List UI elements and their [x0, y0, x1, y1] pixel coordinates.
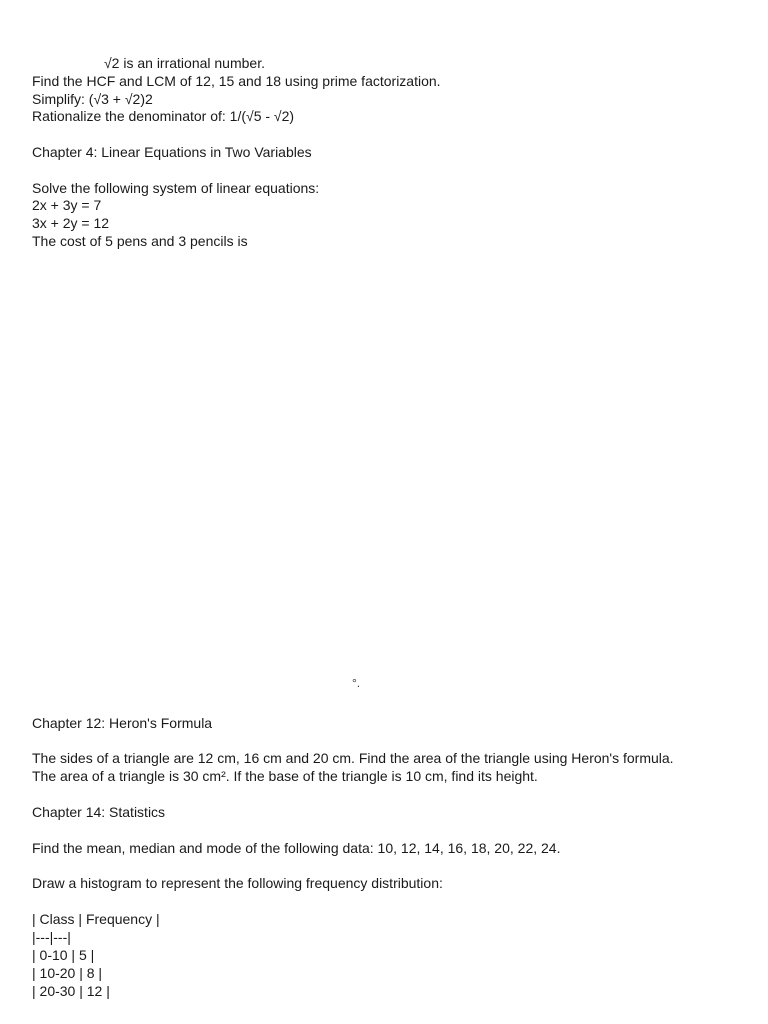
table-line: | 20-30 | 12 | — [32, 983, 110, 999]
table-line: | 0-10 | 5 | — [32, 947, 95, 963]
chapter4-heading: Chapter 4: Linear Equations in Two Variables — [32, 144, 312, 160]
heron-question-1: The sides of a triangle are 12 cm, 16 cm and 20 cm. Find the area of the triangle using Heron's formula. — [32, 750, 674, 766]
table-line: | 10-20 | 8 | — [32, 965, 103, 981]
statistics-question-1: Find the mean, median and mode of the following data: 10, 12, 14, 16, 18, 20, 22, 24. — [32, 840, 561, 856]
stray-mark: °. — [352, 676, 361, 690]
heron-question-2: The area of a triangle is 30 cm². If the base of the triangle is 10 cm, find its height. — [32, 768, 538, 784]
table-line: | Class | Frequency | — [32, 911, 160, 927]
statistics-question-2: Draw a histogram to represent the following frequency distribution: — [32, 875, 443, 891]
cost-question: The cost of 5 pens and 3 pencils is — [32, 233, 248, 249]
rationalize-question: Rationalize the denominator of: 1/(√5 - √2) — [32, 108, 295, 124]
linear-system-instruction: Solve the following system of linear equations: — [32, 180, 320, 196]
equation-1: 2x + 3y = 7 — [32, 197, 102, 213]
simplify-question: Simplify: (√3 + √2)2 — [32, 91, 153, 107]
chapter14-heading: Chapter 14: Statistics — [32, 804, 166, 820]
irrational-statement: √2 is an irrational number. — [104, 55, 265, 71]
hcf-lcm-question: Find the HCF and LCM of 12, 15 and 18 using prime factorization. — [32, 73, 441, 89]
chapter12-heading: Chapter 12: Heron's Formula — [32, 715, 213, 731]
equation-2: 3x + 2y = 12 — [32, 215, 110, 231]
table-line: |---|---| — [32, 929, 71, 945]
